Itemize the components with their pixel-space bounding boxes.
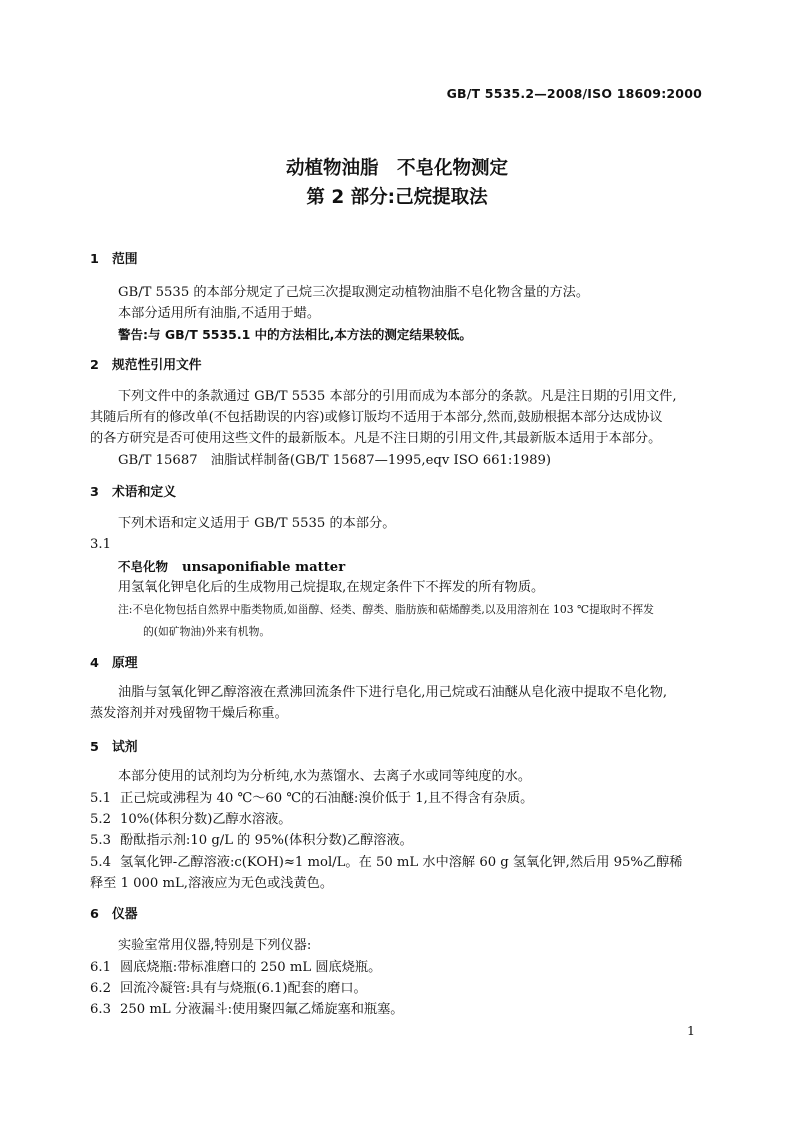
list-item-continuation: 释至 1 000 mL,溶液应为无色或浅黄色。 <box>90 876 334 891</box>
section-number: 2 <box>90 358 99 373</box>
section-title: 仪器 <box>112 907 138 922</box>
paragraph: GB/T 5535 的本部分规定了己烷三次提取测定动植物油脂不皂化物含量的方法。 <box>118 285 590 300</box>
section-number: 3 <box>90 485 99 500</box>
section-title: 范围 <box>112 252 138 267</box>
list-item <box>90 1001 710 1019</box>
section-2-heading <box>90 357 710 375</box>
paragraph: 实验室常用仪器,特别是下列仪器: <box>118 938 312 953</box>
paragraph: 本部分适用所有油脂,不适用于蜡。 <box>118 306 321 321</box>
paragraph: 下列术语和定义适用于 GB/T 5535 的本部分。 <box>118 516 396 531</box>
item-number: 6.2 <box>90 981 111 996</box>
term-definition: 用氢氧化钾皂化后的生成物用己烷提取,在规定条件下不挥发的所有物质。 <box>118 580 545 595</box>
list-item <box>90 854 710 872</box>
document-title: 动植物油脂 不皂化物测定 <box>285 158 508 179</box>
section-6-heading <box>90 906 710 924</box>
item-text: 正己烷或沸程为 40 ℃～60 ℃的石油醚:溴价低于 1,且不得含有杂质。 <box>120 791 534 806</box>
item-text: 10%(体积分数)乙醇水溶液。 <box>120 812 292 827</box>
subsection-number: 3.1 <box>90 537 111 552</box>
item-number: 6.3 <box>90 1002 111 1017</box>
section-number: 4 <box>90 656 99 671</box>
term-entry <box>118 558 738 577</box>
standard-code: GB/T 5535.2—2008/ISO 18609:2000 <box>446 86 702 101</box>
section-1-heading <box>90 251 710 269</box>
list-item <box>90 980 710 998</box>
item-number: 6.1 <box>90 960 111 975</box>
section-title: 原理 <box>112 656 138 671</box>
section-title: 术语和定义 <box>112 485 176 500</box>
paragraph: 本部分使用的试剂均为分析纯,水为蒸馏水、去离子水或同等纯度的水。 <box>118 769 532 784</box>
paragraph: 其随后所有的修改单(不包括勘误的内容)或修订版均不适用于本部分,然而,鼓励根据本部分达成协议 <box>90 410 663 425</box>
term-english: unsaponifiable matter <box>182 560 346 575</box>
list-item <box>90 790 710 808</box>
item-number: 5.1 <box>90 791 111 806</box>
list-item <box>90 811 710 829</box>
item-text: 250 mL 分液漏斗:使用聚四氟乙烯旋塞和瓶塞。 <box>120 1002 404 1017</box>
item-number: 5.2 <box>90 812 111 827</box>
paragraph: 蒸发溶剂并对残留物干燥后称重。 <box>90 706 288 721</box>
section-3-heading <box>90 484 710 502</box>
section-4-heading <box>90 655 710 673</box>
note: 注:不皂化物包括自然界中脂类物质,如甾醇、烃类、醇类、脂肪族和萜烯醇类,以及用溶剂在 103 ℃提取时不挥发 <box>118 603 654 616</box>
section-title: 试剂 <box>112 740 138 755</box>
section-5-heading <box>90 739 710 757</box>
normative-reference: GB/T 15687 油脂试样制备(GB/T 15687—1995,eqv ISO 661:1989) <box>118 453 552 468</box>
note: 的(如矿物油)外来有机物。 <box>143 625 271 638</box>
list-item <box>90 959 710 977</box>
section-number: 6 <box>90 907 99 922</box>
paragraph: 油脂与氢氧化钾乙醇溶液在煮沸回流条件下进行皂化,用己烷或石油醚从皂化液中提取不皂化物, <box>118 685 668 700</box>
item-number: 5.4 <box>90 855 111 870</box>
item-text: 氢氧化钾-乙醇溶液:c(KOH)≈1 mol/L。在 50 mL 水中溶解 60 g 氢氧化钾,然后用 95%乙醇稀 <box>120 855 683 870</box>
item-number: 5.3 <box>90 833 111 848</box>
paragraph: 下列文件中的条款通过 GB/T 5535 本部分的引用而成为本部分的条款。凡是注日期的引用文件, <box>118 389 677 404</box>
section-number: 5 <box>90 740 99 755</box>
term-chinese: 不皂化物 <box>118 559 169 574</box>
warning-text: 警告:与 GB/T 5535.1 中的方法相比,本方法的测定结果较低。 <box>118 327 472 342</box>
list-item <box>90 832 710 850</box>
paragraph: 的各方研究是否可使用这些文件的最新版本。凡是不注日期的引用文件,其最新版本适用于本部分。 <box>90 431 662 446</box>
item-text: 圆底烧瓶:带标准磨口的 250 mL 圆底烧瓶。 <box>120 960 382 975</box>
page-number: 1 <box>687 1023 695 1038</box>
item-text: 回流冷凝管:具有与烧瓶(6.1)配套的磨口。 <box>120 981 367 996</box>
section-number: 1 <box>90 252 99 267</box>
item-text: 酚酞指示剂:10 g/L 的 95%(体积分数)乙醇溶液。 <box>120 833 413 848</box>
document-subtitle: 第 2 部分:己烷提取法 <box>306 187 488 208</box>
section-title: 规范性引用文件 <box>112 358 202 373</box>
